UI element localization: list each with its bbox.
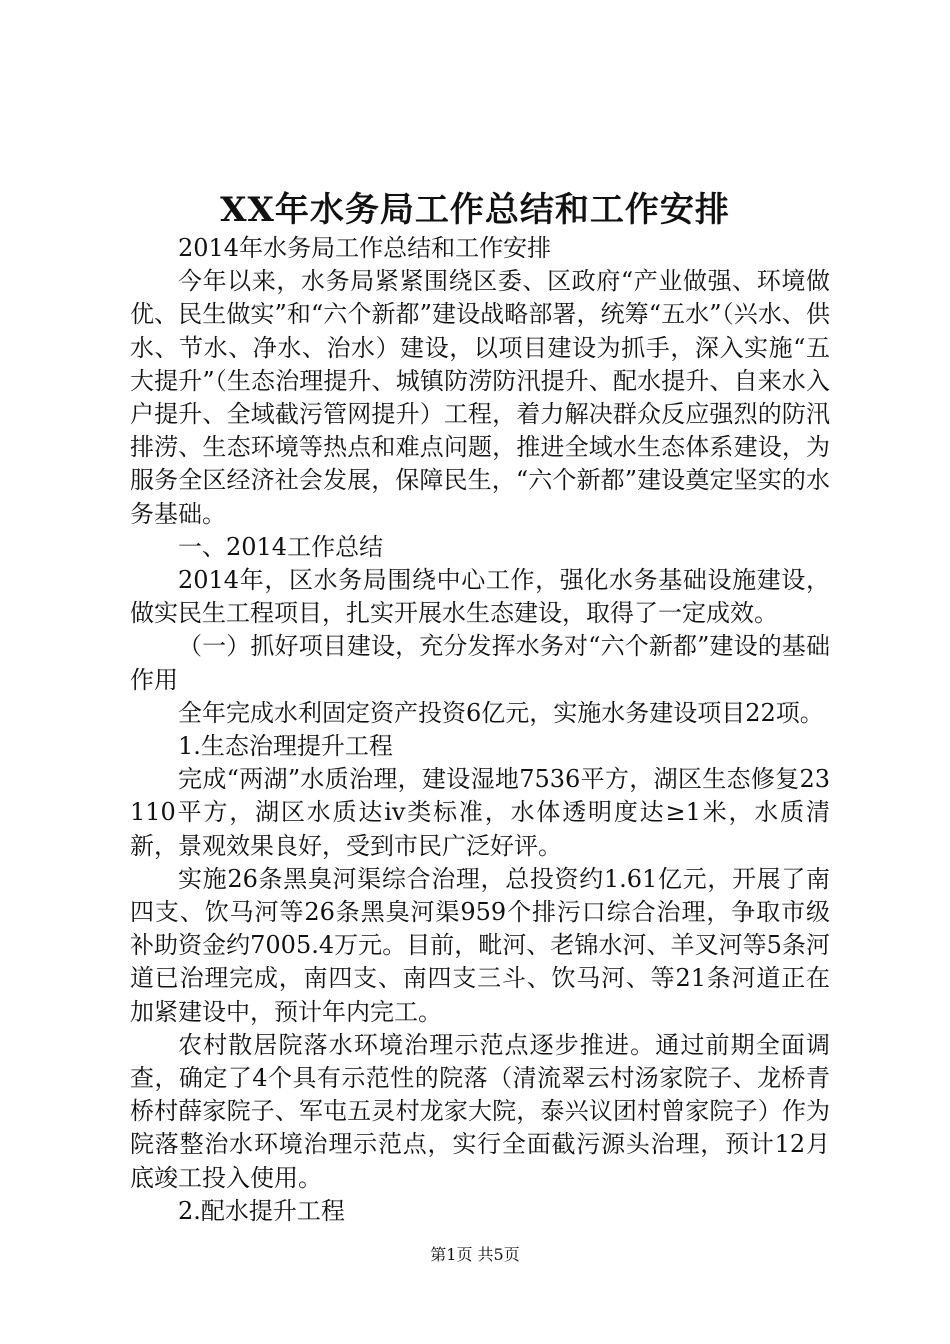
paragraph-rural: 农村散居院落水环境治理示范点逐步推进。通过前期全面调查，确定了4个具有示范性的院落（清流翠云村汤家院子、龙桥青桥村薛家院子、军屯五灵村龙家大院，泰兴议团村曾家院子）作为院落整治水环境治理示范点，实行全面截污源头治理，预计12月底竣工投入使用。 xyxy=(130,1030,830,1192)
paragraph-rivers: 实施26条黑臭河渠综合治理，总投资约1.61亿元，开展了南四支、饮马河等26条黑臭河渠959个排污口综合治理，争取市级补助资金约7005.4万元。目前，毗河、老锦水河、羊叉河等5条河道已治理完成，南四支、南四支三斗、饮马河、等21条河道正在加紧建设中，预计年内完工。 xyxy=(130,864,830,1026)
subsection-heading-projects: （一）抓好项目建设，充分发挥水务对“六个新都”建设的基础作用 xyxy=(130,632,830,694)
document-body xyxy=(130,232,830,1228)
paragraph-intro: 今年以来，水务局紧紧围绕区委、区政府“产业做强、环境做优、民生做实”和“六个新都”建设战略部署，统筹“五水”（兴水、供水、节水、净水、治水）建设，以项目建设为抓手，深入实施“五大提升”（生态治理提升、城镇防涝防汛提升、配水提升、自来水入户提升、全域截污管网提升）工程，着力解决群众反应强烈的防汛排涝、生态环境等热点和难点问题，推进全域水生态体系建设，为服务全区经济社会发展，保障民生，“六个新都”建设奠定坚实的水务基础。 xyxy=(130,267,830,528)
page-footer: 第1页 共5页 xyxy=(430,1245,520,1264)
section-heading-summary: 一、2014工作总结 xyxy=(178,532,384,561)
paragraph-summary: 2014年，区水务局围绕中心工作，强化水务基础设施建设，做实民生工程项目，扎实开展水生态建设，取得了一定成效。 xyxy=(130,566,830,628)
item-heading-water-supply: 2.配水提升工程 xyxy=(178,1196,345,1225)
document-title: XX年水务局工作总结和工作安排 xyxy=(220,190,730,230)
paragraph-subtitle: 2014年水务局工作总结和工作安排 xyxy=(178,234,552,262)
item-heading-ecology: 1.生态治理提升工程 xyxy=(178,732,393,761)
paragraph-lakes: 完成“两湖”水质治理，建设湿地7536平方，湖区生态修复23110平方，湖区水质达iv类标准，水体透明度达≥1米，水质清新，景观效果良好，受到市民广泛好评。 xyxy=(130,765,830,860)
paragraph-investment: 全年完成水利固定资产投资6亿元，实施水务建设项目22项。 xyxy=(178,698,824,727)
